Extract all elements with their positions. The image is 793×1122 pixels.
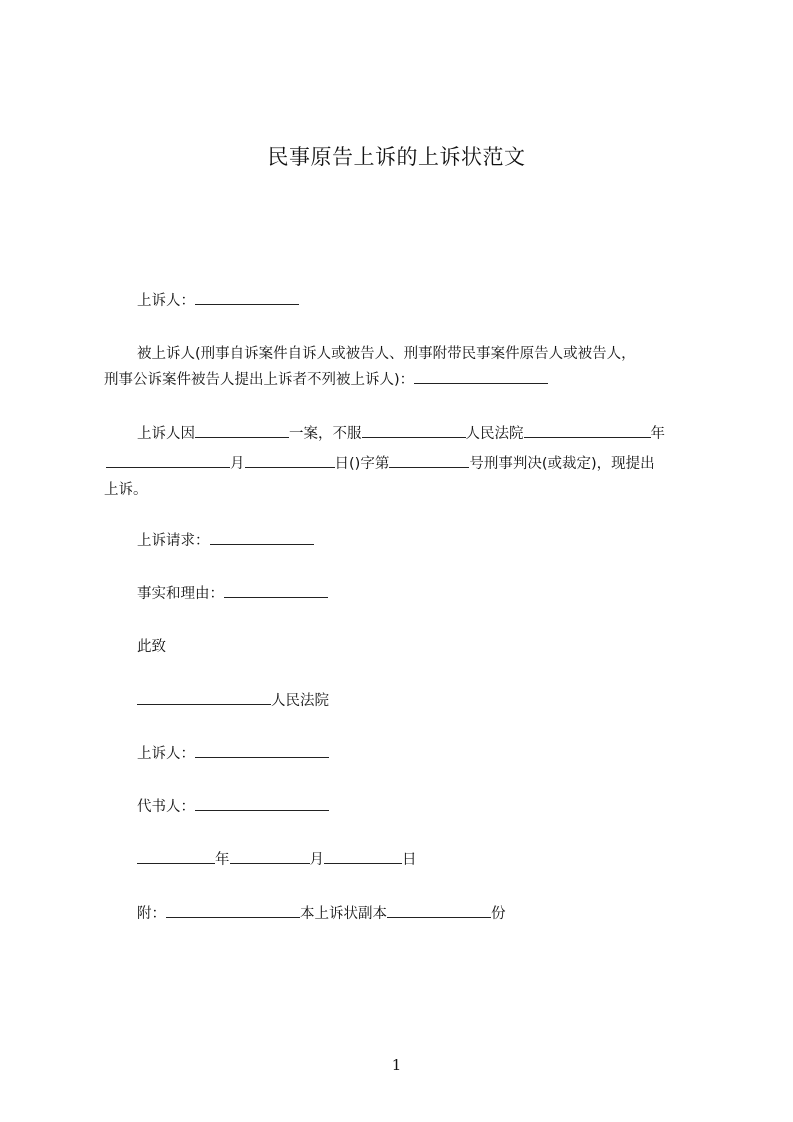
sign-appellant-blank [195, 742, 329, 758]
facts-line [137, 582, 328, 607]
date-line [137, 848, 417, 873]
case-text-3: 人民法院 [465, 426, 524, 442]
date-day-blank [324, 848, 402, 864]
case-text-6: 日()字第 [334, 456, 390, 472]
attachment-blank-2 [387, 902, 491, 918]
document-title: 民事原告上诉的上诉状范文 [267, 145, 526, 169]
appellant-blank [195, 289, 299, 305]
respondent-line-1: 被上诉人(刑事自诉案件自诉人或被告人、刑事附带民事案件原告人或被告人， [137, 346, 636, 362]
attachment-blank-1 [166, 902, 300, 918]
court-blank [362, 422, 466, 438]
case-text-7: 号刑事判决(或裁定)，现提出 [469, 456, 655, 472]
case-text-4: 年 [650, 426, 665, 442]
sign-appellant-label: 上诉人： [137, 746, 195, 762]
case-text-5: 月 [230, 456, 245, 472]
attachment-suffix: 份 [491, 906, 506, 922]
request-label: 上诉请求： [137, 533, 210, 549]
attachment-prefix: 附： [137, 906, 166, 922]
date-year-blank [137, 848, 215, 864]
page-number: 1 [391, 1056, 402, 1074]
writer-blank [195, 795, 329, 811]
judgment-number-blank [389, 452, 469, 468]
respondent-blank [414, 368, 548, 384]
writer-line [137, 795, 329, 820]
judgment-month-blank [106, 452, 230, 468]
facts-blank [224, 582, 328, 598]
case-line-1 [137, 422, 665, 447]
case-text-2: 一案，不服 [289, 426, 362, 442]
facts-label: 事实和理由： [137, 586, 224, 602]
date-day-label: 日 [402, 852, 417, 868]
salutation: 此致 [137, 639, 166, 655]
request-line [137, 529, 314, 554]
writer-label: 代书人： [137, 799, 195, 815]
appellant-line [137, 289, 299, 314]
judgment-day-blank [245, 452, 335, 468]
appellant-label: 上诉人： [137, 293, 195, 309]
attachment-middle: 本上诉状副本 [300, 906, 387, 922]
case-line-3: 上诉。 [104, 482, 148, 498]
date-year-label: 年 [215, 852, 230, 868]
court-line [137, 689, 329, 714]
respondent-line-2 [104, 368, 548, 393]
attachment-line [137, 902, 506, 927]
case-text-1: 上诉人因 [137, 426, 195, 442]
sign-appellant-line [137, 742, 329, 767]
respondent-label: 刑事公诉案件被告人提出上诉者不列被上诉人)： [104, 372, 415, 388]
recipient-court-blank [137, 689, 271, 705]
date-month-blank [230, 848, 310, 864]
court-suffix: 人民法院 [271, 693, 329, 709]
case-name-blank [195, 422, 289, 438]
judgment-year-blank [524, 422, 651, 438]
case-line-2 [106, 452, 655, 477]
request-blank [210, 529, 314, 545]
date-month-label: 月 [309, 852, 324, 868]
